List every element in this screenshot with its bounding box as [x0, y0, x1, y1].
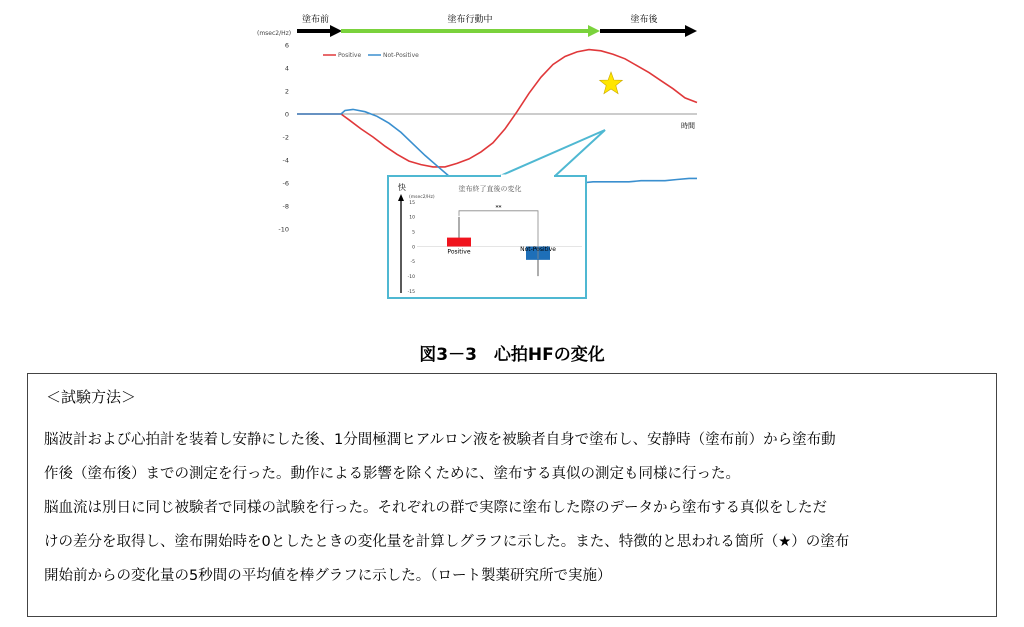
inset-title: 塗布終了直後の変化 [458, 185, 522, 193]
y-tick-label: -2 [282, 133, 289, 142]
y-axis-unit: (msec2/Hz) [257, 30, 292, 37]
phase-arrow-before-head [330, 25, 342, 37]
phase-arrow-during-head [588, 25, 600, 37]
inset-y-tick-label: -15 [407, 289, 415, 295]
y-tick-labels [278, 42, 289, 234]
x-axis-label: 時間 [681, 122, 695, 130]
inset-callout-pointer [500, 130, 605, 176]
legend [323, 52, 419, 59]
y-tick-label: -6 [282, 179, 289, 188]
method-title: ＜試験方法＞ [46, 388, 137, 406]
y-tick-label: -8 [282, 202, 289, 211]
inset-y-tick-label: 10 [409, 215, 415, 221]
bar-category-label: Positive [447, 248, 471, 256]
method-line: 開始前からの変化量の5秒間の平均値を棒グラフに示した。（ロート製薬研究所で実施） [44, 568, 612, 584]
method-line: 作後（塗布後）までの測定を行った。動作による影響を除くために、塗布する真似の測定も同様に行った。 [44, 466, 740, 482]
inset-y-tick-label: -10 [407, 274, 415, 280]
series-line-positive [297, 50, 697, 167]
inset-y-tick-label: -5 [410, 260, 415, 266]
y-tick-label: -10 [278, 225, 289, 234]
inset-y-axis-label: 快 [398, 183, 406, 192]
phase-label-during: 塗布行動中 [447, 15, 493, 25]
y-tick-label: 2 [284, 87, 289, 96]
method-box [27, 373, 997, 617]
bar [447, 238, 471, 247]
method-line: けの差分を取得し、塗布開始時を0としたときの変化量を計算しグラフに示した。また、特徴的と思われる箇所（★）の塗布 [44, 534, 850, 550]
bar-category-label: Not-Positive [520, 245, 556, 253]
phase-arrow-after-head [685, 25, 697, 37]
y-tick-label: 0 [284, 110, 289, 119]
legend-label-positive: Positive [338, 52, 362, 59]
method-line: 脳波計および心拍計を装着し安静にした後、1分間極潤ヒアルロン液を被験者自身で塗布し、安静時（塗布前）から塗布動 [44, 432, 836, 448]
y-tick-label: 4 [284, 64, 289, 73]
inset-y-unit: (msec2/Hz) [409, 195, 435, 200]
phase-label-before: 塗布前 [302, 15, 330, 25]
legend-label-not-positive: Not-Positive [383, 52, 419, 59]
y-tick-label: 6 [284, 41, 289, 50]
inset-y-tick-label: 0 [412, 245, 415, 251]
phase-label-after: 塗布後 [630, 15, 658, 25]
significance-label: ** [495, 204, 502, 212]
inset-bar-chart [388, 176, 586, 298]
y-tick-label: -4 [282, 156, 289, 165]
inset-y-tick-label: 15 [409, 200, 415, 206]
phase-arrows [297, 13, 697, 37]
inset-y-tick-label: 5 [412, 230, 415, 236]
figure-caption: 図3－3 心拍HFの変化 [419, 345, 605, 365]
star-annotation-icon [600, 72, 623, 94]
method-line: 脳血流は別日に同じ被験者で同様の試験を行った。それぞれの群で実際に塗布した際のデータから塗布する真似をしただ [44, 500, 827, 516]
